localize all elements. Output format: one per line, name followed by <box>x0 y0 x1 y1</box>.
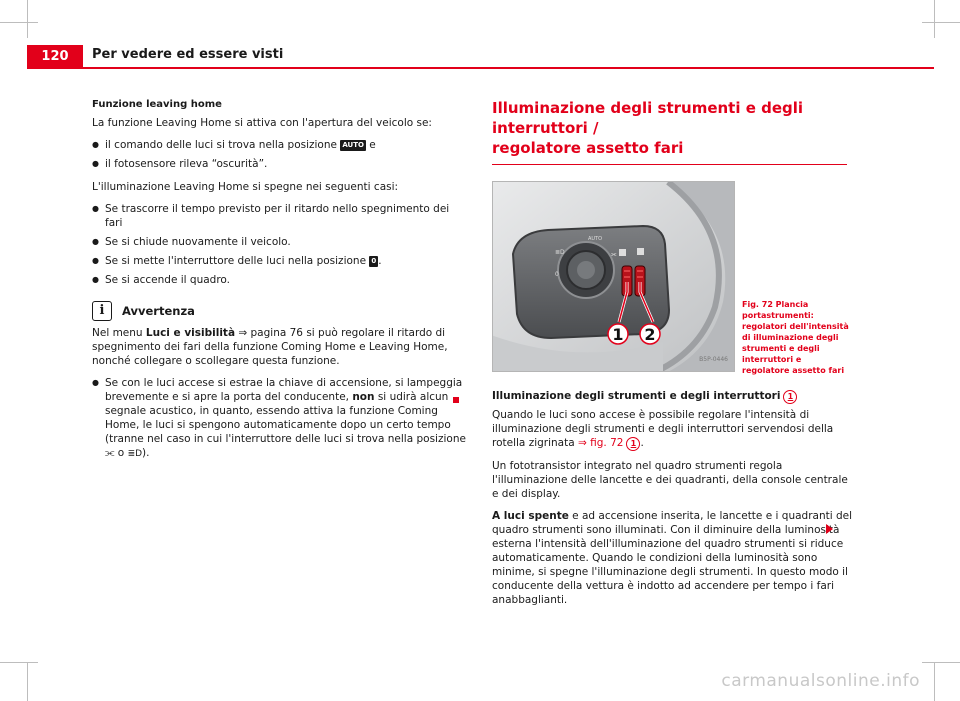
svg-text:≣D: ≣D <box>555 249 565 256</box>
list-item <box>92 254 467 268</box>
note-text: si udirà alcun segnale acustico, in quanto, essendo attiva la funzione Coming Home, le luci si spengono automaticamente dopo un certo tempo (tranne nel caso in cui l'interruttore delle luci si trova nella posizione <box>105 391 466 445</box>
svg-text:⫘: ⫘ <box>611 251 617 258</box>
list-item <box>92 376 467 461</box>
ref-circle-1[interactable]: 1 <box>783 390 797 404</box>
note-text: Nel menu <box>92 327 146 339</box>
svg-text:AUTO: AUTO <box>588 236 603 242</box>
crop-mark <box>934 0 935 38</box>
section-title-line: regolatore assetto fari <box>492 139 684 157</box>
note-paragraph <box>92 326 467 368</box>
dashboard-photo <box>492 181 735 372</box>
crop-mark <box>27 662 28 701</box>
callout-1: 1 <box>612 325 624 344</box>
figure-caption: Fig. 72 Plancia portastrumenti: regolatori dell'intensità di illuminazione degli strumenti e degli interruttori e regolatore assetto fari <box>742 300 849 375</box>
menu-name: Luci e visibilità <box>145 327 236 339</box>
figure-code: B5P-0446 <box>699 356 728 363</box>
crop-mark <box>0 662 38 663</box>
paragraph-text: e ad accensione inserita, le lancette e i quadranti del quadro strumenti sono illuminati. Con il diminuire della luminosità esterna l'intensità dell'illuminazione del quadro strumenti si riduce automaticamente. Quando le condizioni della luminosità sono minime, si spegne l'illuminazione degli strumenti. In questo modo il conducente della vettura è indotto ad accendere per tempo i fari anabbaglianti. <box>492 510 853 606</box>
crop-mark <box>0 22 38 23</box>
crop-mark <box>27 0 28 38</box>
list-item: ● Se si accende il quadro. <box>92 273 467 287</box>
leaving-home-intro: La funzione Leaving Home si attiva con l'apertura del veicolo se: <box>92 117 432 129</box>
emphasis: non <box>352 391 375 403</box>
note-text: ⇒ pagina 76 si può regolare il ritardo di spegnimento dei fari della funzione Coming Home e Leaving Home, nonché collegare o scollegare questa funzione. <box>92 327 448 367</box>
page-number: 120 <box>27 45 83 67</box>
list-item: ● Se trascorre il tempo previsto per il ritardo nello spegnimento dei fari <box>92 202 467 230</box>
header-rule <box>27 67 934 69</box>
paragraph-text: . <box>640 437 644 449</box>
note-text: ). <box>142 447 150 459</box>
list-item-text: e <box>365 139 376 151</box>
list-item: ● il fotosensore rileva “oscurità”. <box>92 157 467 171</box>
crop-mark <box>934 662 935 701</box>
chapter-title: Per vedere ed essere visti <box>92 47 284 62</box>
paragraph-3 <box>492 509 852 607</box>
low-beam-icon: ≣D <box>127 449 143 459</box>
zero-position-symbol: 0 <box>371 257 377 265</box>
activation-conditions-list <box>92 138 467 171</box>
note-title: Avvertenza <box>122 304 195 318</box>
ref-circle-1[interactable]: 1 <box>626 437 640 451</box>
callout-2: 2 <box>644 325 656 344</box>
list-item <box>92 138 467 152</box>
continue-arrow-icon <box>826 524 833 534</box>
note-text: o <box>114 447 128 459</box>
section-title-line: Illuminazione degli strumenti e degli interruttori / <box>492 99 804 137</box>
list-item: ● Se si chiude nuovamente il veicolo. <box>92 235 467 249</box>
info-icon: i <box>92 301 112 321</box>
left-column <box>92 98 467 470</box>
leaving-home-off-intro: L'illuminazione Leaving Home si spegne nei seguenti casi: <box>92 181 399 193</box>
note-header <box>92 301 467 321</box>
crop-mark <box>922 662 960 663</box>
sub-heading <box>492 389 852 404</box>
section-title <box>492 98 852 158</box>
list-item-text: Se si mette l'interruttore delle luci nella posizione <box>105 255 370 267</box>
sub-heading-text: Illuminazione degli strumenti e degli interruttori <box>492 390 781 402</box>
note-list <box>92 376 467 461</box>
section-end-marker <box>453 397 459 403</box>
figure-72 <box>492 181 852 375</box>
watermark: carmanualsonline.info <box>721 671 920 691</box>
auto-symbol: AUTO <box>342 141 364 149</box>
parking-light-icon: ⫘ <box>105 447 115 459</box>
emphasis: A luci spente <box>492 510 569 522</box>
figure-link[interactable]: ⇒ fig. 72 <box>578 437 624 449</box>
list-item-text: . <box>378 255 382 267</box>
crop-mark <box>922 22 960 23</box>
list-item-text: il comando delle luci si trova nella posizione <box>105 139 341 151</box>
dashboard-illustration <box>493 182 734 371</box>
leaving-home-heading: Funzione leaving home <box>92 99 222 110</box>
paragraph-text: Quando le luci sono accese è possibile regolare l'intensità di illuminazione degli strumenti e degli interruttori servendosi della rotella zigrinata <box>492 409 834 449</box>
paragraph-2: Un fototransistor integrato nel quadro strumenti regola l'illuminazione delle lancette e dei quadranti, della console centrale e dei display. <box>492 460 848 500</box>
paragraph-1 <box>492 408 852 451</box>
deactivation-list <box>92 202 467 287</box>
note-text: Se con le luci accese si estrae la chiave di accensione, si lampeggia brevemente e si apre la porta del conducente, <box>105 377 463 403</box>
section-rule <box>492 164 847 165</box>
svg-text:0: 0 <box>555 271 559 278</box>
right-column <box>492 98 852 615</box>
